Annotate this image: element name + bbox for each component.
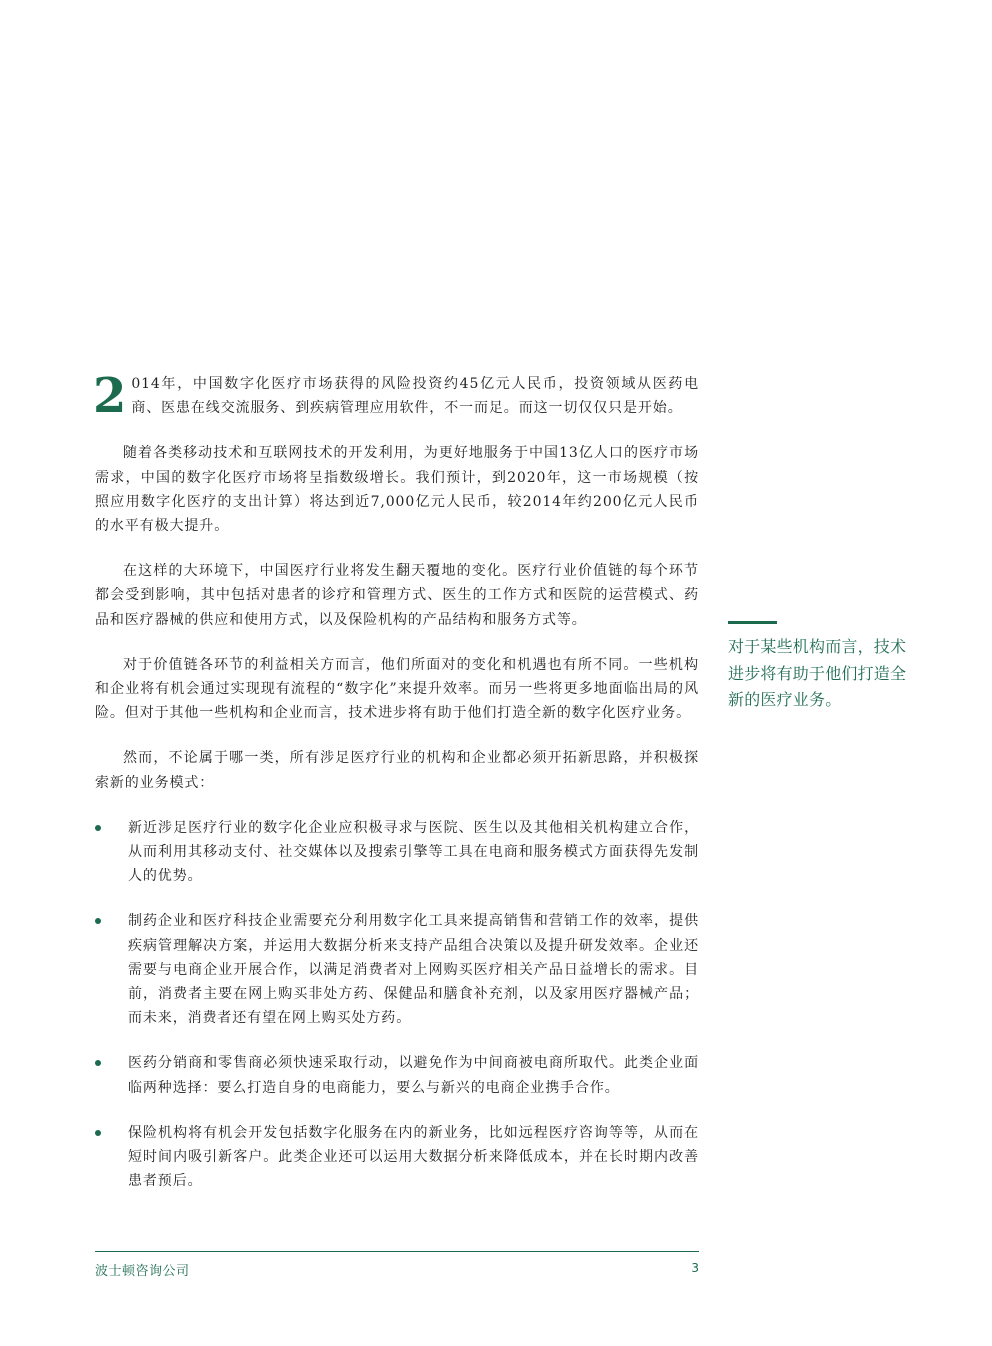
list-item-text: 医药分销商和零售商必须快速采取行动，以避免作为中间商被电商所取代。此类企业面临两种选择：要么打造自身的电商能力，要么与新兴的电商企业携手合作。 xyxy=(128,1055,699,1096)
body-paragraph: 然而，不论属于哪一类，所有涉足医疗行业的机构和企业都必须开拓新思路，并积极探索新的业务模式： xyxy=(95,750,699,791)
intro-paragraph xyxy=(93,368,699,424)
bullet-icon xyxy=(95,825,101,831)
footer-divider xyxy=(95,1251,699,1252)
main-text-column xyxy=(93,368,699,1214)
bullet-icon xyxy=(95,1130,101,1136)
list-item xyxy=(95,1121,699,1194)
bullet-icon xyxy=(95,1060,101,1066)
bullet-list xyxy=(95,816,699,1194)
list-item-text: 保险机构将有机会开发包括数字化服务在内的新业务，比如远程医疗咨询等等，从而在短时间内吸引新客户。此类企业还可以运用大数据分析来降低成本，并在长时期内改善患者预后。 xyxy=(128,1124,699,1190)
bullet-icon xyxy=(95,918,101,924)
pullquote xyxy=(728,621,908,714)
list-item-text: 新近涉足医疗行业的数字化企业应积极寻求与医院、医生以及其他相关机构建立合作，从而利用其移动支付、社交媒体以及搜索引擎等工具在电商和服务模式方面获得先发制人的优势。 xyxy=(128,819,699,885)
dropcap: 2 xyxy=(93,368,128,424)
pullquote-text: 对于某些机构而言，技术进步将有助于他们打造全新的医疗业务。 xyxy=(728,637,907,709)
list-item-text: 制药企业和医疗科技企业需要充分利用数字化工具来提高销售和营销工作的效率，提供疾病管理解决方案，并运用大数据分析来支持产品组合决策以及提升研发效率。企业还需要与电商企业开展合作，以满足消费者对上网购买医疗相关产品日益增长的需求。目前，消费者主要在网上购买非处方药、保健品和膳食补充剂，以及家用医疗器械产品；而未来，消费者还有望在网上购买处方药。 xyxy=(128,913,699,1027)
page-number: 3 xyxy=(691,1261,699,1275)
body-paragraph: 在这样的大环境下，中国医疗行业将发生翻天覆地的变化。医疗行业价值链的每个环节都会受到影响，其中包括对患者的诊疗和管理方式、医生的工作方式和医院的运营模式、药品和医疗器械的供应和使用方式，以及保险机构的产品结构和服务方式等。 xyxy=(95,563,699,628)
list-item xyxy=(95,816,699,889)
body-paragraph: 随着各类移动技术和互联网技术的开发利用，为更好地服务于中国13亿人口的医疗市场需求，中国的数字化医疗市场将呈指数级增长。我们预计，到2020年，这一市场规模（按照应用数字化医疗的支出计算）将达到近7,000亿元人民币，较2014年约200亿元人民币的水平有极大提升。 xyxy=(95,445,699,535)
list-item xyxy=(95,909,699,1030)
intro-text: 014年，中国数字化医疗市场获得的风险投资约45亿元人民币，投资领域从医药电商、医患在线交流服务、到疾病管理应用软件，不一而足。而这一切仅仅只是开始。 xyxy=(131,376,699,417)
footer-company: 波士顿咨询公司 xyxy=(95,1264,190,1279)
body-paragraph: 对于价值链各环节的利益相关方而言，他们所面对的变化和机遇也有所不同。一些机构和企业将有机会通过实现现有流程的“数字化”来提升效率。而另一些将更多地面临出局的风险。但对于其他一些机构和企业而言，技术进步将有助于他们打造全新的数字化医疗业务。 xyxy=(95,656,699,722)
pullquote-rule xyxy=(728,621,777,624)
list-item xyxy=(95,1051,699,1099)
